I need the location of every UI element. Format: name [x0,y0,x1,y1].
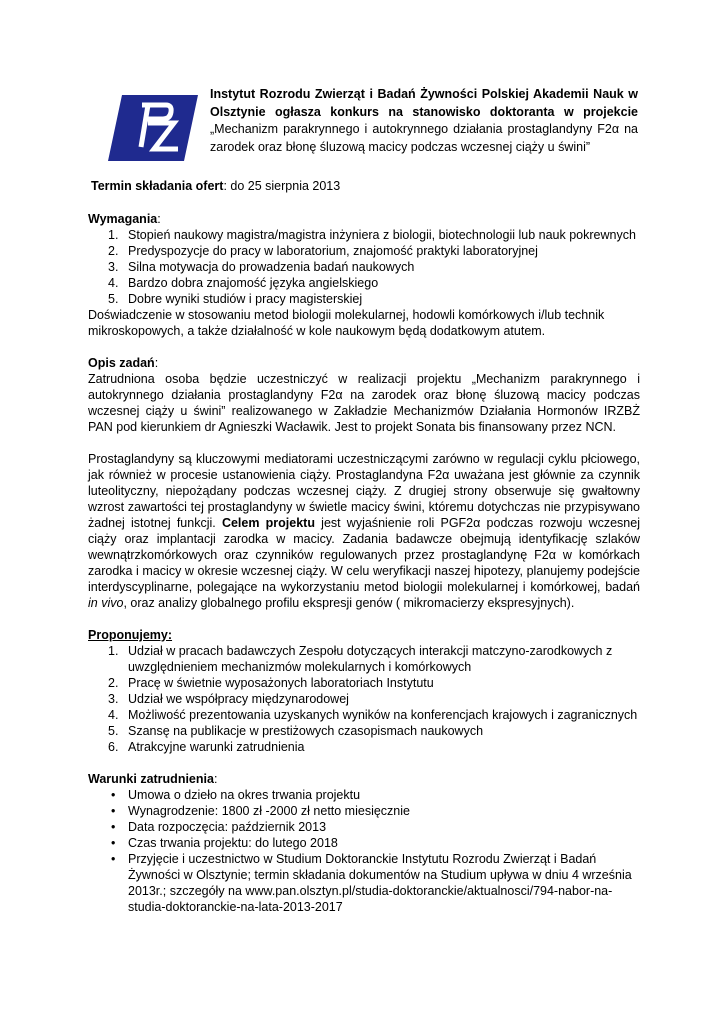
list-item [88,803,640,819]
list-item-text: Atrakcyjne warunki zatrudnienia [128,740,305,754]
conditions-list [88,787,640,915]
list-item-text: Czas trwania projektu: do lutego 2018 [128,836,338,850]
bullet-icon: • [111,852,116,866]
list-item [88,691,640,707]
list-item [88,259,640,275]
list-item [88,243,640,259]
in-vivo-term: in vivo [88,596,124,610]
header-project-title: „Mechanizm parakrynnego i autokrynnego działania prostaglandyny F2α na zarodek oraz błonę śluzową macicy podczas wczesnej ciąży u świni” [210,122,638,154]
list-item-text: Dobre wyniki studiów i pracy magisterskiej [128,292,363,306]
list-item-text: Predyspozycje do pracy w laboratorium, znajomość praktyki laboratoryjnej [128,244,538,258]
list-item [88,787,640,803]
deadline-value: : do 25 sierpnia 2013 [223,179,341,193]
bullet-icon: • [111,836,116,850]
tasks-paragraph-2 [88,451,640,611]
list-item [88,739,640,755]
bullet-icon: • [111,804,116,818]
list-item [88,835,640,851]
list-item-text: Szansę na publikacje w prestiżowych czasopismach naukowych [128,724,484,738]
list-item [88,851,640,915]
announcement-header [210,86,638,156]
project-goal-label: Celem projektu [221,516,315,530]
institute-logo-icon [108,95,198,161]
tasks-paragraph-1: Zatrudniona osoba będzie uczestniczyć w realizacji projektu „Mechanizm parakrynnego i autokrynnego działania prostaglandyny F2α na zarodek oraz błonę śluzową macicy podczas wczesnej ciąży u świni” realizowanego w Zakładzie Mechanizmów Działania Hormonów IRZBŻ PAN pod kierunkiem dr Agnieszki Wacławik. Jest to projekt Sonata bis finansowany przez NCN. [88,372,640,434]
list-number: 4. [108,276,119,290]
list-item [88,643,640,675]
list-number: 1. [108,228,119,242]
requirements-colon: : [157,212,161,226]
list-item [88,227,640,243]
offer-list [88,643,640,755]
requirements-section [88,211,640,339]
bullet-icon: • [111,788,116,802]
list-item-text: Stopień naukowy magistra/magistra inżyniera z biologii, biotechnologii lub nauk pokrewnych [128,228,636,242]
bullet-icon: • [111,820,116,834]
list-item-text: Umowa o dzieło na okres trwania projektu [128,788,361,802]
header-institute-text: Instytut Rozrodu Zwierząt i Badań Żywności Polskiej Akademii Nauk w Olsztynie ogłasza konkurs na stanowisko doktoranta w projekcie [210,87,638,119]
list-number: 3. [108,260,119,274]
list-number: 4. [108,708,119,722]
deadline-line [91,178,640,194]
list-item-text: Udział w pracach badawczych Zespołu dotyczących interakcji matczyno-zarodkowych z uwzględnieniem mechanizmów molekularnych i komórkowych [128,644,613,674]
list-item-text: Pracę w świetnie wyposażonych laboratoriach Instytutu [128,676,434,690]
document-body [88,178,640,915]
offer-section [88,627,640,755]
list-item-text: Bardzo dobra znajomość języka angielskiego [128,276,379,290]
tasks-colon: : [154,356,159,370]
list-number: 6. [108,740,119,754]
conditions-title: Warunki zatrudnienia [88,772,214,786]
tasks-text: Prostaglandyny są kluczowymi mediatorami uczestniczącymi zarówno w regulacji cyklu płciowego, jak również w procesie ustanowienia ciąży. Prostaglandyna F2α uważana jest głównie za czynnik luteolityczny, niepożądany podczas wczesnej ciąży. Z drugiej strony obserwuje się gwałtowny wzrost zawartości tej prostaglandyny w świetle macicy świni, któremu dotychczas nie przypisywano żadnej istotnej funkcji. [88,452,640,530]
deadline-label: Termin składania ofert [91,179,224,193]
list-item-text: Możliwość prezentowania uzyskanych wyników na konferencjach krajowych i zagranicznych [128,708,638,722]
list-item [88,675,640,691]
list-number: 2. [108,676,119,690]
tasks-title: Opis zadań [88,356,155,370]
list-item-text: Silna motywacja do prowadzenia badań naukowych [128,260,415,274]
list-item [88,819,640,835]
list-number: 5. [108,724,119,738]
conditions-colon: : [213,772,218,786]
list-item-text: Data rozpoczęcia: październik 2013 [128,820,327,834]
conditions-section [88,771,640,915]
tasks-text: , oraz analizy globalnego profilu ekspresji genów ( mikromacierzy ekspresyjnych). [123,596,575,610]
list-item-text: Przyjęcie i uczestnictwo w Studium Doktoranckie Instytutu Rozrodu Zwierząt i Badań Żywności w Olsztynie; termin składania dokumentów na Studium upływa w dniu 4 września 2013r.; szczegóły na www.pan.olsztyn.pl/studia-doktoranckie/aktualnosci/794-nabor-na-studia-doktoranckie-na-lata-2013-2017 [128,852,632,914]
list-number: 2. [108,244,119,258]
list-item [88,723,640,739]
tasks-text: jest wyjaśnienie roli PGF2α podczas rozwoju wczesnej ciąży oraz implantacji zarodka w macicy. Zadania badawcze obejmują identyfikację szlaków wewnątrzkomórkowych oraz czynników regulowanych przez prostaglandynę F2α w komórkach zarodka i macicy w okresie wczesnej ciąży. W celu weryfikacji naszej hipotezy, planujemy podejście interdyscyplinarne, polegające na wykorzystaniu metod biologii molekularnej i komórkowej, badań [88,516,640,594]
list-item [88,291,640,307]
list-number: 1. [108,644,119,658]
list-item [88,707,640,723]
list-number: 3. [108,692,119,706]
offer-title: Proponujemy: [88,628,173,642]
tasks-section [88,355,640,611]
list-item-text: Udział we współpracy międzynarodowej [128,692,349,706]
list-number: 5. [108,292,119,306]
requirements-note: Doświadczenie w stosowaniu metod biologii molekularnej, hodowli komórkowych i/lub technik mikroskopowych, a także działalność w kole naukowym będą dodatkowym atutem. [88,308,605,338]
list-item-text: Wynagrodzenie: 1800 zł -2000 zł netto miesięcznie [128,804,410,818]
list-item [88,275,640,291]
requirements-title: Wymagania [88,212,158,226]
requirements-list [88,227,640,307]
